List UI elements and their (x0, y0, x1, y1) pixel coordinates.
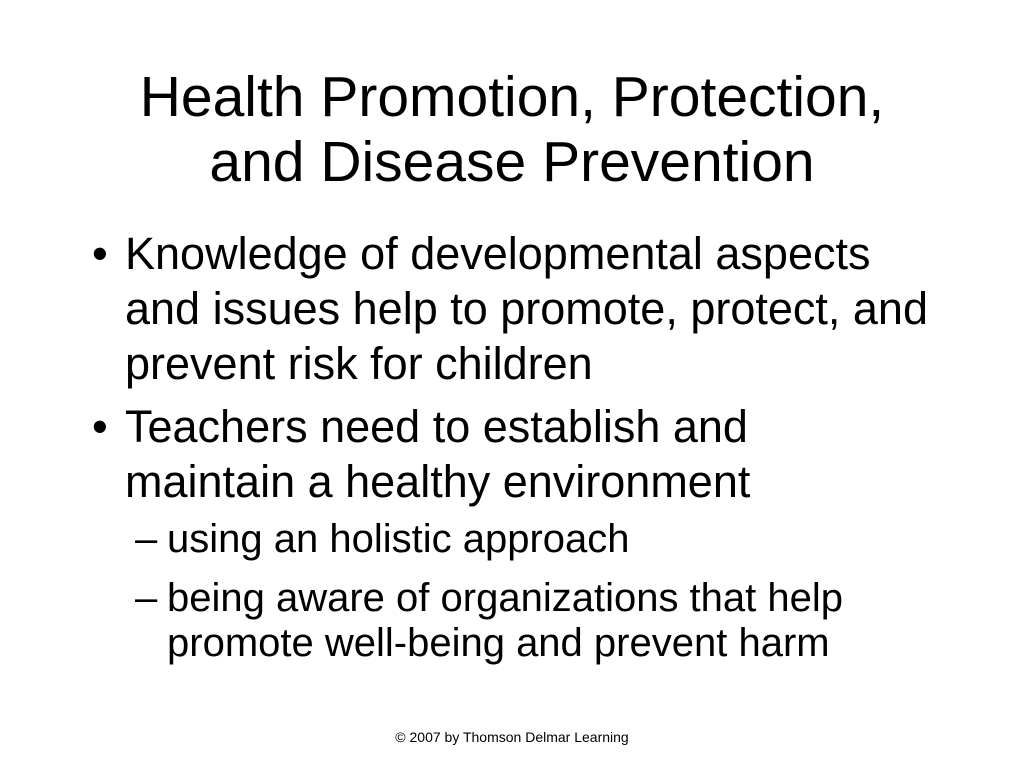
bullet-line: prevent risk for children (125, 338, 593, 389)
dash-marker: – (135, 517, 158, 561)
sub-bullet-item (92, 576, 940, 666)
sub-bullet-item (92, 517, 940, 562)
bullet-line: maintain a healthy environment (125, 456, 751, 507)
bullet-marker: • (92, 401, 108, 452)
bullet-line: Knowledge of developmental aspects (125, 228, 871, 279)
bullet-item (92, 226, 940, 391)
bullet-marker: • (92, 228, 108, 279)
slide-title-line: Health Promotion, Protection, (139, 65, 885, 129)
bullet-item (92, 399, 940, 509)
slide-title-line: and Disease Prevention (209, 130, 815, 194)
dash-marker: – (135, 576, 158, 620)
bullet-line: being aware of organizations that help (167, 576, 844, 620)
copyright-footer: © 2007 by Thomson Delmar Learning (395, 729, 629, 745)
bullet-line: Teachers need to establish and (125, 401, 748, 452)
slide-body (92, 226, 940, 666)
bullet-line: and issues help to promote, protect, and (125, 283, 928, 334)
slide-title (0, 65, 1024, 195)
bullet-line: using an holistic approach (167, 517, 630, 561)
bullet-line: promote well-being and prevent harm (167, 621, 830, 665)
